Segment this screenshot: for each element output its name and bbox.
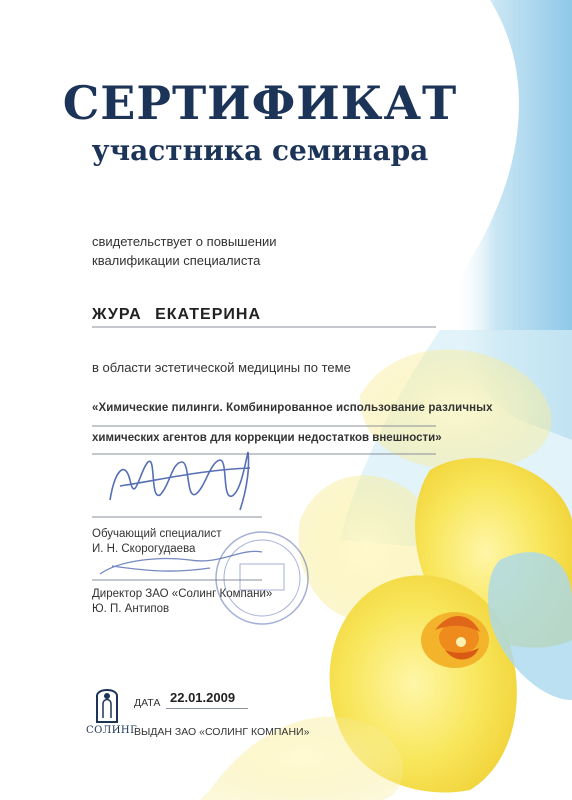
field-text: в области эстетической медицины по теме <box>92 360 351 375</box>
trainer-block <box>92 527 221 557</box>
soling-logo-icon <box>92 684 122 724</box>
topic-line-1: «Химические пилинги. Комбинированное использование различных <box>92 402 493 414</box>
director-block <box>92 587 272 617</box>
trainer-signature <box>110 452 250 510</box>
director-role: Директор ЗАО «Солинг Компани» <box>92 588 273 600</box>
recipient-name: ЖУРА ЕКАТЕРИНА <box>92 306 261 323</box>
director-name: Ю. П. Антипов <box>92 603 170 615</box>
topic-line-2: химических агентов для коррекции недостатков внешности» <box>92 432 442 444</box>
intro-line-1: свидетельствует о повышении <box>92 234 277 249</box>
trainer-name: И. Н. Скорогудаева <box>92 543 196 555</box>
date-value: 22.01.2009 <box>170 690 236 705</box>
logo-text: СОЛИНГ <box>86 725 138 736</box>
intro-text <box>92 232 277 270</box>
issued-by: ВЫДАН ЗАО «СОЛИНГ КОМПАНИ» <box>134 726 310 738</box>
intro-line-2: квалификации специалиста <box>92 253 261 268</box>
trainer-role: Обучающий специалист <box>92 528 222 540</box>
certificate-title: СЕРТИФИКАТ <box>62 76 458 130</box>
date-underline <box>166 708 248 709</box>
orchid-center <box>421 612 489 668</box>
date-label: ДАТА <box>134 697 161 709</box>
certificate-subtitle: участника семинара <box>91 134 429 167</box>
